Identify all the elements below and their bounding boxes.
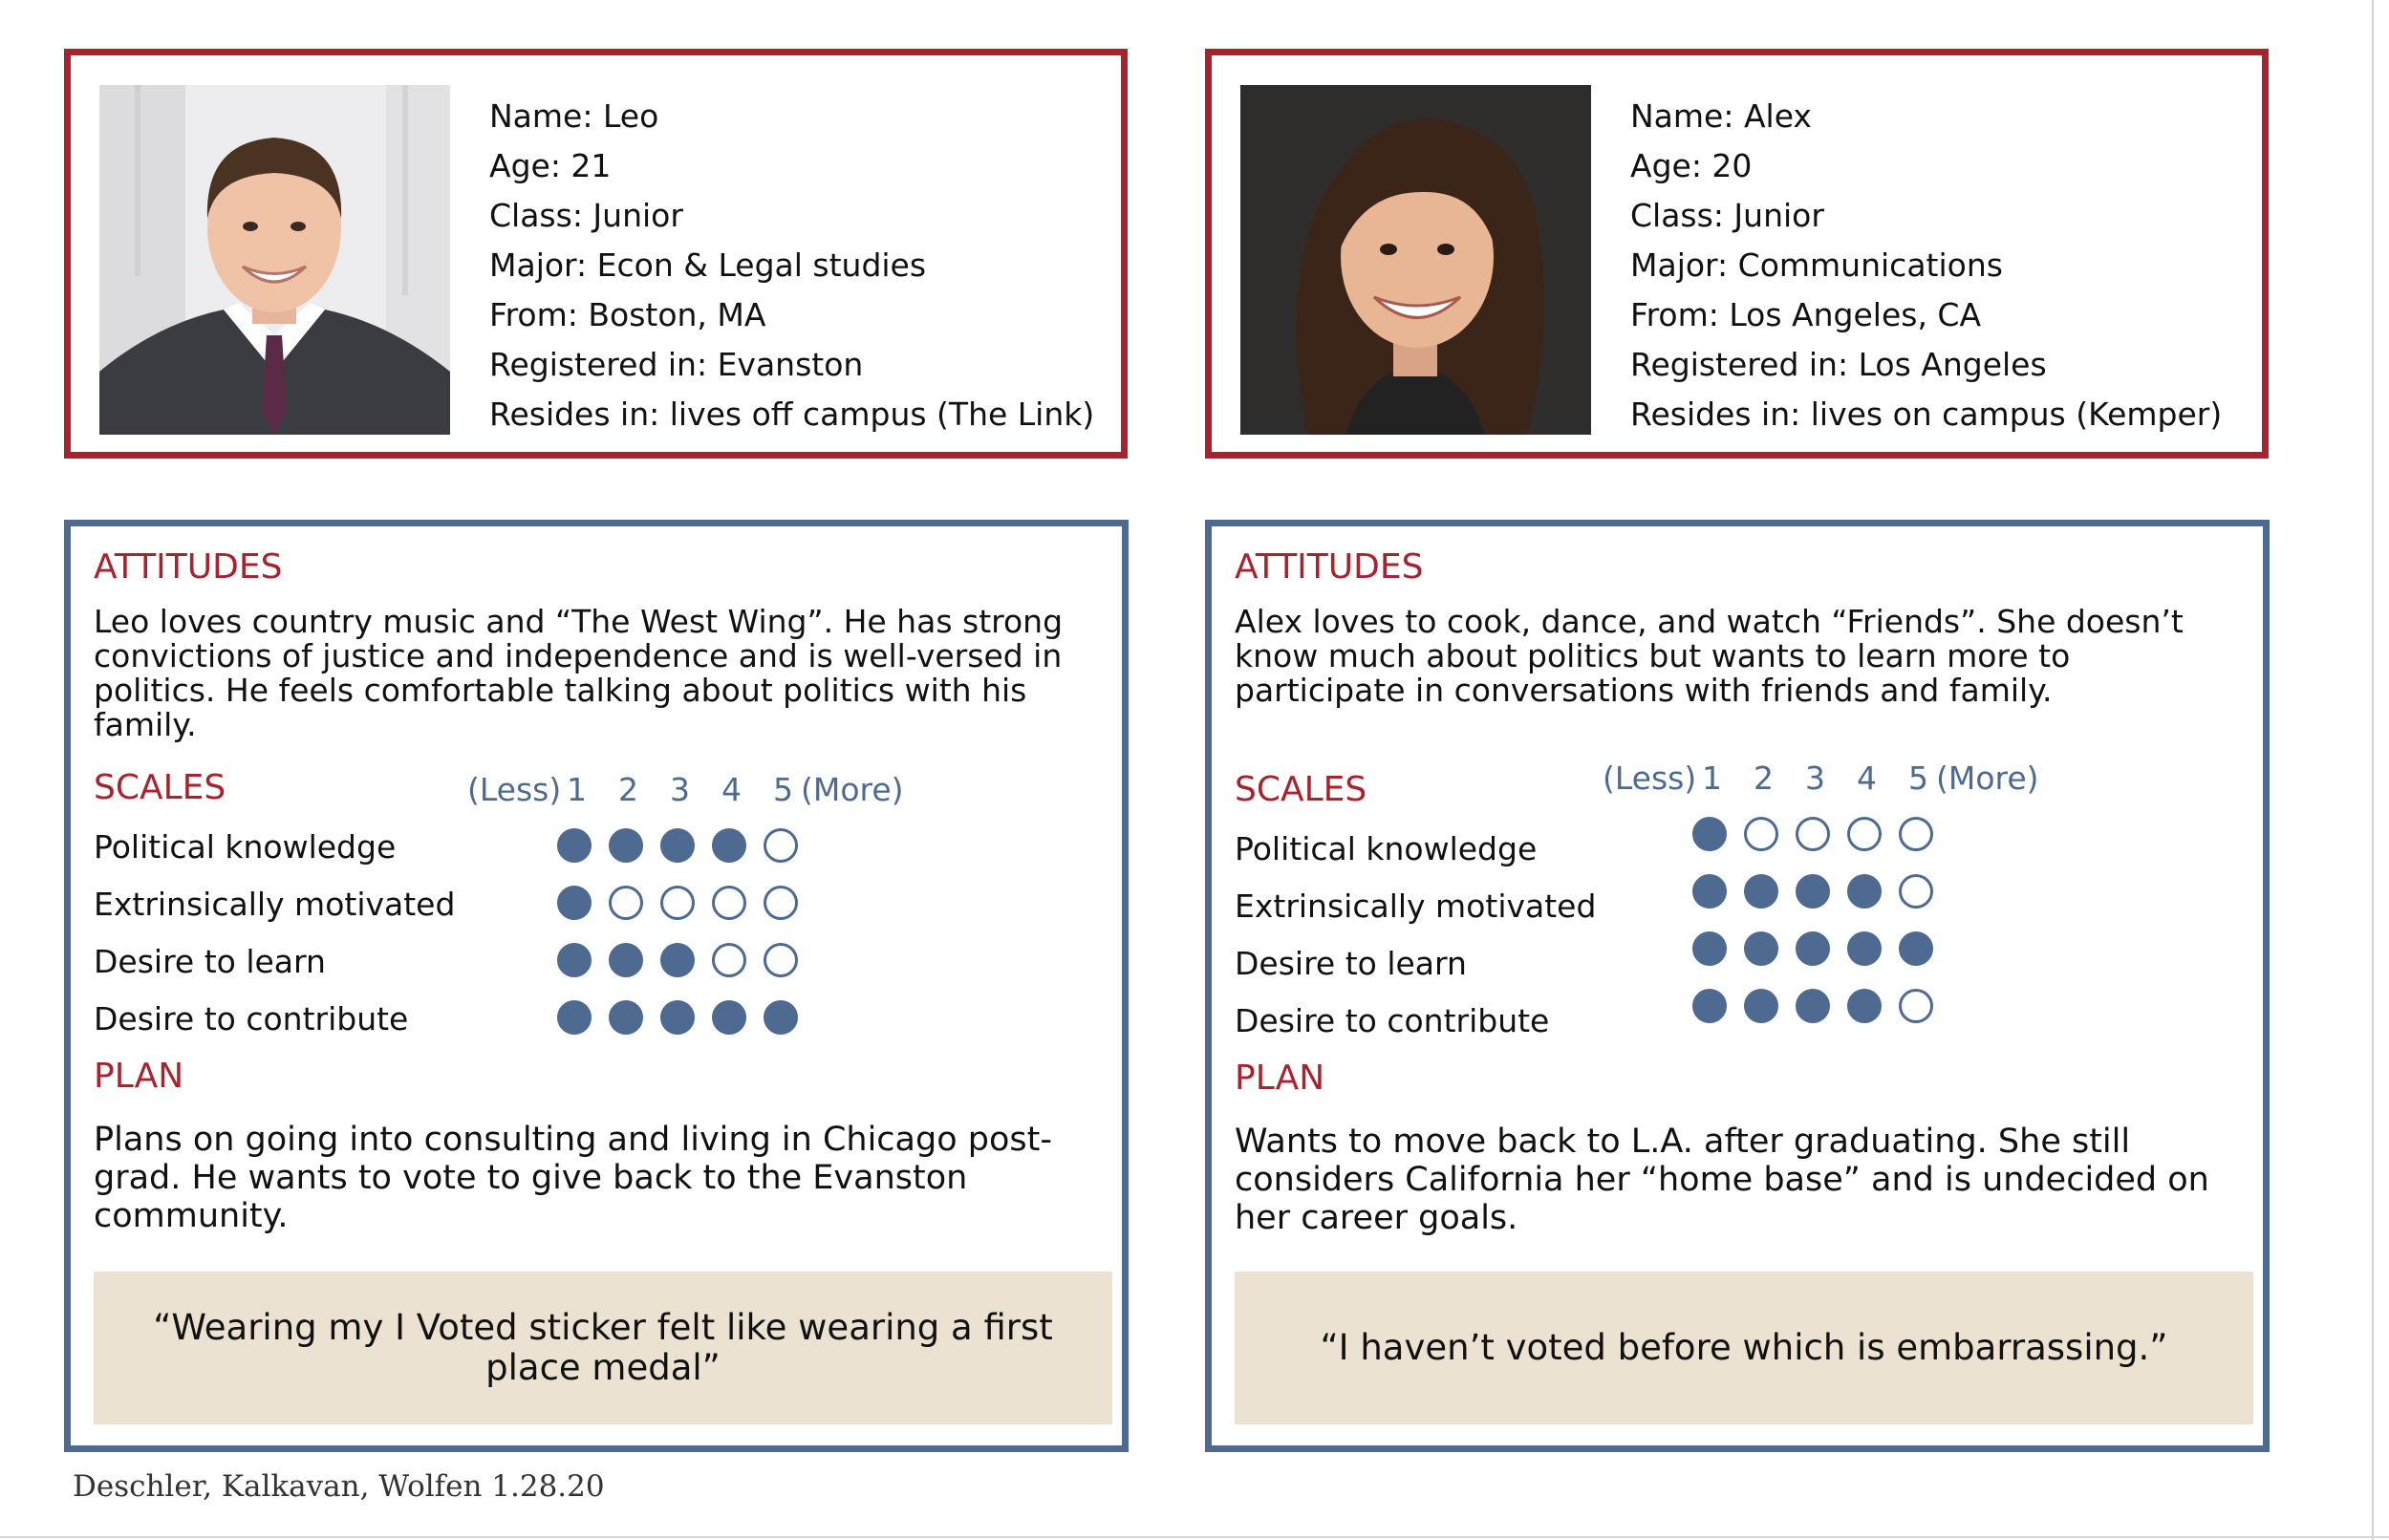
page-edge-bottom [0,1536,2389,1538]
scale-number-1: 1 [1702,759,1722,797]
scale-number-2: 2 [1754,759,1774,797]
scale-label-extrinsically-motivated: Extrinsically motivated [1235,888,1597,925]
scale-label-political-knowledge: Political knowledge [1235,830,1538,867]
persona-quote: “I haven’t voted before which is embarrassing.” [1235,1272,2253,1424]
scale-number-4: 4 [1857,759,1877,797]
empty-rating-dot [764,886,798,920]
filled-rating-dot [660,828,695,863]
filled-rating-dot [609,1000,643,1035]
scale-more-label: (More) [801,771,904,808]
scale-label-extrinsically-motivated: Extrinsically motivated [94,886,456,923]
empty-rating-dot [660,886,695,920]
filled-rating-dot [1692,817,1727,851]
rating-dots [557,943,806,983]
filled-rating-dot [1744,874,1778,909]
scale-number-5: 5 [1908,759,1928,797]
scale-label-desire-to-contribute: Desire to contribute [94,1000,409,1037]
attitudes-text: Leo loves country music and “The West Wing”. He has strong convictions of justice and independence and is well-versed in politics. He feels comfortable talking about politics with his family. [94,603,1064,743]
persona-registered: Registered in: Los Angeles [1630,346,2047,383]
scale-number-5: 5 [773,771,793,808]
rating-dots [557,886,806,926]
plan-heading: PLAN [1235,1059,1325,1098]
persona-age: Age: 20 [1630,147,1753,184]
filled-rating-dot [557,943,592,977]
scale-less-label: (Less) [1603,759,1697,797]
persona-info-list-alex [1630,92,2222,439]
filled-rating-dot [712,828,746,863]
persona-hometown: From: Boston, MA [489,296,766,333]
scale-label-desire-to-learn: Desire to learn [1235,945,1467,982]
persona-name: Name: Leo [489,97,659,135]
persona-quote: “Wearing my I Voted sticker felt like wearing a first place medal” [94,1272,1112,1424]
scale-number-1: 1 [567,771,587,808]
scale-label-political-knowledge: Political knowledge [94,828,397,866]
filled-rating-dot [1847,989,1882,1023]
persona-detail-card-leo [64,520,1129,1452]
filled-rating-dot [557,1000,592,1035]
persona-major: Major: Communications [1630,246,2003,284]
persona-major: Major: Econ & Legal studies [489,246,927,284]
portrait-photo-leo [99,85,450,435]
filled-rating-dot [1796,874,1830,909]
attitudes-heading: ATTITUDES [94,547,283,587]
persona-name: Name: Alex [1630,97,1812,135]
persona-registered: Registered in: Evanston [489,346,864,383]
rating-dots [1692,931,1941,972]
scale-number-3: 3 [1805,759,1825,797]
filled-rating-dot [1692,874,1727,909]
empty-rating-dot [1899,874,1933,909]
filled-rating-dot [557,828,592,863]
persona-residence: Resides in: lives off campus (The Link) [489,396,1095,433]
attitudes-heading: ATTITUDES [1235,547,1424,587]
scale-number-4: 4 [721,771,742,808]
plan-text: Wants to move back to L.A. after graduating. She still considers California her “home base” and is undecided on her career goals. [1235,1123,2209,1237]
persona-profile-card-alex [1205,49,2269,459]
filled-rating-dot [1692,931,1727,966]
filled-rating-dot [557,886,592,920]
filled-rating-dot [764,1000,798,1035]
page-edge-right [2372,0,2374,1540]
filled-rating-dot [609,828,643,863]
author-credit: Deschler, Kalkavan, Wolfen 1.28.20 [73,1469,605,1504]
empty-rating-dot [1899,989,1933,1023]
rating-dots [1692,989,1941,1029]
empty-rating-dot [712,886,746,920]
plan-heading: PLAN [94,1057,184,1096]
filled-rating-dot [1744,931,1778,966]
scale-label-desire-to-contribute: Desire to contribute [1235,1002,1550,1039]
empty-rating-dot [764,828,798,863]
persona-class: Class: Junior [489,197,683,234]
persona-info-list-leo [489,92,1094,439]
filled-rating-dot [1796,989,1830,1023]
persona-class: Class: Junior [1630,197,1824,234]
persona-age: Age: 21 [489,147,612,184]
rating-dots [557,828,806,868]
empty-rating-dot [1796,817,1830,851]
empty-rating-dot [1847,817,1882,851]
rating-dots [557,1000,806,1040]
scales-heading: SCALES [1235,770,1367,809]
persona-profile-card-leo [64,49,1128,459]
portrait-man-icon [99,85,450,435]
portrait-photo-alex [1240,85,1591,435]
filled-rating-dot [660,1000,695,1035]
empty-rating-dot [764,943,798,977]
scale-number-2: 2 [618,771,638,808]
filled-rating-dot [1796,931,1830,966]
empty-rating-dot [712,943,746,977]
scale-number-3: 3 [670,771,690,808]
persona-detail-card-alex [1205,520,2270,1452]
rating-dots [1692,817,1941,857]
rating-dots [1692,874,1941,914]
empty-rating-dot [1899,817,1933,851]
scales-heading: SCALES [94,768,226,807]
scale-more-label: (More) [1936,759,2039,797]
empty-rating-dot [1744,817,1778,851]
filled-rating-dot [712,1000,746,1035]
empty-rating-dot [609,886,643,920]
filled-rating-dot [1692,989,1727,1023]
scale-less-label: (Less) [467,771,562,808]
filled-rating-dot [1744,989,1778,1023]
filled-rating-dot [660,943,695,977]
persona-hometown: From: Los Angeles, CA [1630,296,1982,333]
plan-text: Plans on going into consulting and living in Chicago post-grad. He wants to vote to give back to the Evanston community. [94,1121,1052,1235]
scale-label-desire-to-learn: Desire to learn [94,943,326,980]
filled-rating-dot [1847,874,1882,909]
filled-rating-dot [609,943,643,977]
portrait-woman-icon [1240,85,1591,435]
attitudes-text: Alex loves to cook, dance, and watch “Friends”. She doesn’t know much about politics but wants to learn more to participate in conversations with friends and family. [1235,603,2184,709]
filled-rating-dot [1899,931,1933,966]
filled-rating-dot [1847,931,1882,966]
persona-residence: Resides in: lives on campus (Kemper) [1630,396,2223,433]
